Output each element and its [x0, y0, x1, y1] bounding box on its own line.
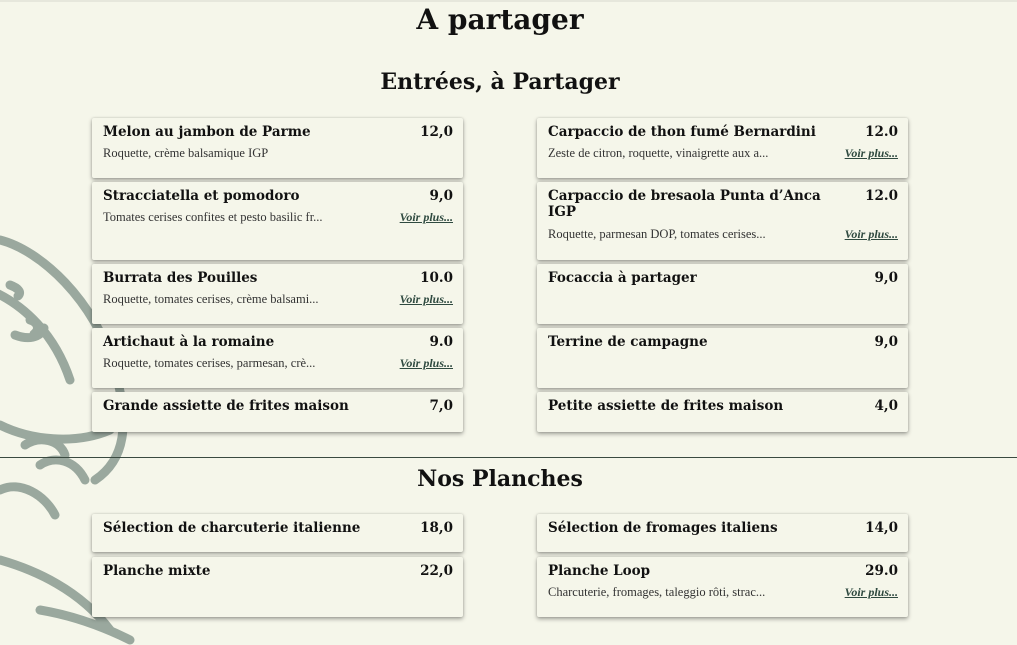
item-name: Terrine de campagne: [548, 334, 708, 350]
item-description: Roquette, tomates cerises, parmesan, crè...: [103, 356, 316, 370]
item-price: 12.0: [865, 124, 898, 140]
section-divider: [0, 457, 1017, 458]
item-price: 9.0: [429, 334, 453, 350]
item-name: Planche mixte: [103, 563, 211, 579]
item-description: Charcuterie, fromages, taleggio rôti, strac...: [548, 585, 766, 599]
menu-item-card[interactable]: [92, 557, 463, 617]
item-price: 12.0: [865, 188, 898, 204]
item-name: Grande assiette de frites maison: [103, 398, 349, 414]
item-description: Zeste de citron, roquette, vinaigrette aux a...: [548, 146, 769, 160]
menu-item-card[interactable]: [537, 392, 908, 432]
menu-item-card[interactable]: [537, 328, 908, 388]
item-description: Roquette, parmesan DOP, tomates cerises...: [548, 227, 766, 241]
planches-grid: [92, 514, 908, 617]
item-name: Carpaccio de bresaola Punta d’Anca IGP: [548, 188, 821, 220]
menu-item-card[interactable]: [92, 328, 463, 388]
menu-item-card[interactable]: [537, 514, 908, 552]
menu-item-card[interactable]: [92, 182, 463, 260]
menu-item-card[interactable]: [92, 392, 463, 432]
see-more-link[interactable]: Voir plus...: [844, 585, 898, 599]
see-more-link[interactable]: Voir plus...: [399, 210, 453, 224]
item-price: 12,0: [420, 124, 453, 140]
item-price: 29.0: [865, 563, 898, 579]
item-name: Focaccia à partager: [548, 270, 697, 286]
item-description: Tomates cerises confites et pesto basilic fr...: [103, 210, 323, 224]
item-name: Sélection de charcuterie italienne: [103, 520, 361, 536]
item-name: Stracciatella et pomodoro: [103, 188, 300, 204]
item-name: Artichaut à la romaine: [103, 334, 275, 350]
item-price: 10.0: [420, 270, 453, 286]
item-name: Carpaccio de thon fumé Bernardini: [548, 124, 816, 140]
section-title-entrees: Entrées, à Partager: [380, 69, 620, 95]
top-rule: [0, 0, 1017, 2]
item-description: Roquette, crème balsamique IGP: [103, 146, 269, 160]
menu-item-card[interactable]: [537, 182, 908, 260]
item-price: 9,0: [429, 188, 453, 204]
see-more-link[interactable]: Voir plus...: [399, 356, 453, 370]
item-description: Roquette, tomates cerises, crème balsami...: [103, 292, 319, 306]
menu-item-card[interactable]: [537, 264, 908, 324]
item-name: Planche Loop: [548, 563, 651, 579]
menu-item-card[interactable]: [92, 264, 463, 324]
item-name: Sélection de fromages italiens: [548, 520, 778, 536]
item-price: 7,0: [429, 398, 453, 414]
see-more-link[interactable]: Voir plus...: [399, 292, 453, 306]
item-price: 4,0: [874, 398, 898, 414]
item-price: 22,0: [420, 563, 453, 579]
menu-item-card[interactable]: [537, 557, 908, 617]
see-more-link[interactable]: Voir plus...: [844, 227, 898, 241]
item-price: 18,0: [420, 520, 453, 536]
item-price: 14,0: [865, 520, 898, 536]
item-price: 9,0: [874, 334, 898, 350]
item-name: Melon au jambon de Parme: [103, 124, 311, 140]
menu-item-card[interactable]: [537, 118, 908, 178]
menu-item-card[interactable]: [92, 514, 463, 552]
item-name: Burrata des Pouilles: [103, 270, 258, 286]
menu-item-card[interactable]: [92, 118, 463, 178]
item-name: Petite assiette de frites maison: [548, 398, 784, 414]
see-more-link[interactable]: Voir plus...: [844, 146, 898, 160]
entrees-grid: [92, 118, 908, 432]
page-title: A partager: [416, 3, 584, 36]
section-title-planches: Nos Planches: [417, 466, 583, 492]
item-price: 9,0: [874, 270, 898, 286]
